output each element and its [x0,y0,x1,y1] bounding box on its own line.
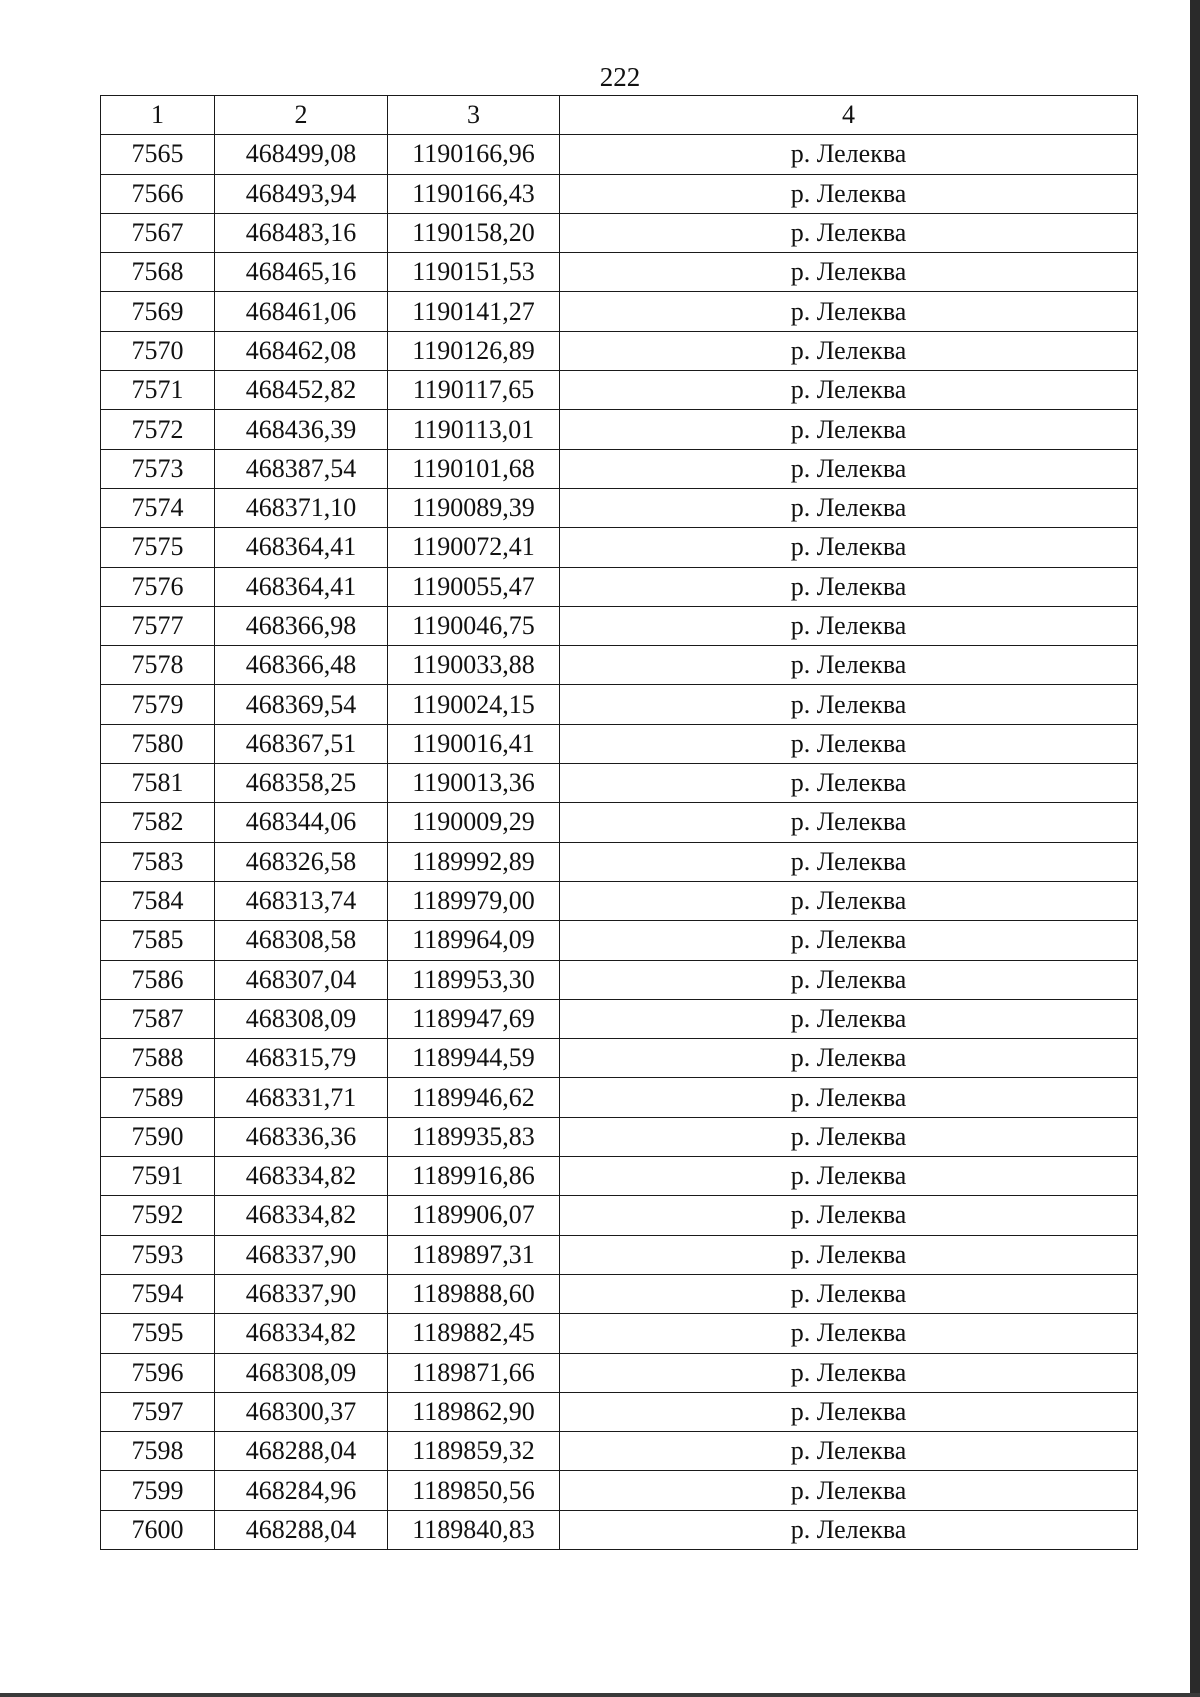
x-coordinate-cell: 468337,90 [215,1235,388,1274]
table-row [101,449,1138,488]
y-coordinate-cell: 1190009,29 [388,803,560,842]
description-cell: р. Лелеква [560,685,1138,724]
table-row [101,803,1138,842]
y-coordinate-cell: 1189882,45 [388,1314,560,1353]
point-number-cell: 7566 [101,174,215,213]
y-coordinate-cell: 1190117,65 [388,371,560,410]
description-cell: р. Лелеква [560,567,1138,606]
y-coordinate-cell: 1189964,09 [388,921,560,960]
x-coordinate-cell: 468344,06 [215,803,388,842]
table-row [101,606,1138,645]
description-cell: р. Лелеква [560,764,1138,803]
x-coordinate-cell: 468337,90 [215,1274,388,1313]
table-row [101,253,1138,292]
table-row [101,764,1138,803]
scan-right-edge [1190,0,1200,1697]
point-number-cell: 7572 [101,410,215,449]
description-cell: р. Лелеква [560,646,1138,685]
point-number-cell: 7571 [101,371,215,410]
description-cell: р. Лелеква [560,1117,1138,1156]
point-number-cell: 7597 [101,1392,215,1431]
y-coordinate-cell: 1190046,75 [388,606,560,645]
header-cell-2: 2 [215,96,388,135]
description-cell: р. Лелеква [560,1235,1138,1274]
y-coordinate-cell: 1190024,15 [388,685,560,724]
point-number-cell: 7587 [101,999,215,1038]
table-row [101,1510,1138,1549]
y-coordinate-cell: 1189871,66 [388,1353,560,1392]
x-coordinate-cell: 468462,08 [215,331,388,370]
description-cell: р. Лелеква [560,410,1138,449]
description-cell: р. Лелеква [560,921,1138,960]
x-coordinate-cell: 468452,82 [215,371,388,410]
table-row [101,685,1138,724]
x-coordinate-cell: 468461,06 [215,292,388,331]
y-coordinate-cell: 1189906,07 [388,1196,560,1235]
point-number-cell: 7568 [101,253,215,292]
table-row [101,1392,1138,1431]
table-row [101,646,1138,685]
point-number-cell: 7592 [101,1196,215,1235]
description-cell: р. Лелеква [560,1353,1138,1392]
table-row [101,1314,1138,1353]
point-number-cell: 7583 [101,842,215,881]
x-coordinate-cell: 468499,08 [215,135,388,174]
y-coordinate-cell: 1189935,83 [388,1117,560,1156]
page-number: 222 [599,62,641,92]
point-number-cell: 7585 [101,921,215,960]
y-coordinate-cell: 1189947,69 [388,999,560,1038]
description-cell: р. Лелеква [560,960,1138,999]
coordinates-table-container [100,95,1137,1550]
point-number-cell: 7593 [101,1235,215,1274]
point-number-cell: 7581 [101,764,215,803]
point-number-cell: 7586 [101,960,215,999]
y-coordinate-cell: 1190016,41 [388,724,560,763]
table-row [101,488,1138,527]
description-cell: р. Лелеква [560,1510,1138,1549]
description-cell: р. Лелеква [560,842,1138,881]
x-coordinate-cell: 468336,36 [215,1117,388,1156]
x-coordinate-cell: 468308,09 [215,999,388,1038]
y-coordinate-cell: 1190151,53 [388,253,560,292]
x-coordinate-cell: 468364,41 [215,567,388,606]
point-number-cell: 7582 [101,803,215,842]
point-number-cell: 7580 [101,724,215,763]
x-coordinate-cell: 468436,39 [215,410,388,449]
point-number-cell: 7576 [101,567,215,606]
header-cell-4: 4 [560,96,1138,135]
description-cell: р. Лелеква [560,1392,1138,1431]
description-cell: р. Лелеква [560,371,1138,410]
description-cell: р. Лелеква [560,331,1138,370]
y-coordinate-cell: 1190033,88 [388,646,560,685]
y-coordinate-cell: 1190158,20 [388,213,560,252]
y-coordinate-cell: 1189888,60 [388,1274,560,1313]
y-coordinate-cell: 1189946,62 [388,1078,560,1117]
x-coordinate-cell: 468308,58 [215,921,388,960]
y-coordinate-cell: 1189979,00 [388,881,560,920]
description-cell: р. Лелеква [560,213,1138,252]
x-coordinate-cell: 468288,04 [215,1432,388,1471]
y-coordinate-cell: 1189897,31 [388,1235,560,1274]
point-number-cell: 7591 [101,1157,215,1196]
table-row [101,1235,1138,1274]
header-row [101,96,1138,135]
table-row [101,1471,1138,1510]
description-cell: р. Лелеква [560,1196,1138,1235]
point-number-cell: 7574 [101,488,215,527]
y-coordinate-cell: 1190013,36 [388,764,560,803]
x-coordinate-cell: 468493,94 [215,174,388,213]
point-number-cell: 7569 [101,292,215,331]
x-coordinate-cell: 468367,51 [215,724,388,763]
table-row [101,724,1138,763]
table-row [101,174,1138,213]
table-row [101,135,1138,174]
table-row [101,1157,1138,1196]
x-coordinate-cell: 468364,41 [215,528,388,567]
x-coordinate-cell: 468284,96 [215,1471,388,1510]
x-coordinate-cell: 468366,98 [215,606,388,645]
x-coordinate-cell: 468307,04 [215,960,388,999]
description-cell: р. Лелеква [560,606,1138,645]
table-row [101,960,1138,999]
y-coordinate-cell: 1190089,39 [388,488,560,527]
x-coordinate-cell: 468483,16 [215,213,388,252]
point-number-cell: 7594 [101,1274,215,1313]
x-coordinate-cell: 468315,79 [215,1039,388,1078]
description-cell: р. Лелеква [560,1432,1138,1471]
description-cell: р. Лелеква [560,135,1138,174]
point-number-cell: 7589 [101,1078,215,1117]
x-coordinate-cell: 468465,16 [215,253,388,292]
table-row [101,921,1138,960]
x-coordinate-cell: 468358,25 [215,764,388,803]
point-number-cell: 7570 [101,331,215,370]
x-coordinate-cell: 468387,54 [215,449,388,488]
point-number-cell: 7598 [101,1432,215,1471]
header-cell-1: 1 [101,96,215,135]
point-number-cell: 7588 [101,1039,215,1078]
table-row [101,881,1138,920]
x-coordinate-cell: 468331,71 [215,1078,388,1117]
point-number-cell: 7595 [101,1314,215,1353]
table-row [101,1196,1138,1235]
y-coordinate-cell: 1190055,47 [388,567,560,606]
description-cell: р. Лелеква [560,1157,1138,1196]
point-number-cell: 7599 [101,1471,215,1510]
y-coordinate-cell: 1189859,32 [388,1432,560,1471]
y-coordinate-cell: 1189944,59 [388,1039,560,1078]
point-number-cell: 7590 [101,1117,215,1156]
description-cell: р. Лелеква [560,488,1138,527]
point-number-cell: 7577 [101,606,215,645]
table-row [101,213,1138,252]
description-cell: р. Лелеква [560,1471,1138,1510]
y-coordinate-cell: 1189992,89 [388,842,560,881]
description-cell: р. Лелеква [560,292,1138,331]
point-number-cell: 7584 [101,881,215,920]
y-coordinate-cell: 1189862,90 [388,1392,560,1431]
table-row [101,528,1138,567]
y-coordinate-cell: 1190166,96 [388,135,560,174]
y-coordinate-cell: 1190141,27 [388,292,560,331]
x-coordinate-cell: 468371,10 [215,488,388,527]
table-row [101,1432,1138,1471]
table-row [101,410,1138,449]
y-coordinate-cell: 1189850,56 [388,1471,560,1510]
point-number-cell: 7600 [101,1510,215,1549]
x-coordinate-cell: 468308,09 [215,1353,388,1392]
point-number-cell: 7567 [101,213,215,252]
table-row [101,1117,1138,1156]
x-coordinate-cell: 468326,58 [215,842,388,881]
x-coordinate-cell: 468366,48 [215,646,388,685]
y-coordinate-cell: 1190072,41 [388,528,560,567]
y-coordinate-cell: 1190166,43 [388,174,560,213]
point-number-cell: 7573 [101,449,215,488]
y-coordinate-cell: 1189953,30 [388,960,560,999]
description-cell: р. Лелеква [560,1039,1138,1078]
description-cell: р. Лелеква [560,1314,1138,1353]
description-cell: р. Лелеква [560,724,1138,763]
table-row [101,999,1138,1038]
table-header [101,96,1138,135]
scan-bottom-edge [0,1693,1200,1697]
x-coordinate-cell: 468334,82 [215,1314,388,1353]
x-coordinate-cell: 468313,74 [215,881,388,920]
header-cell-3: 3 [388,96,560,135]
description-cell: р. Лелеква [560,999,1138,1038]
table-row [101,1274,1138,1313]
y-coordinate-cell: 1190101,68 [388,449,560,488]
x-coordinate-cell: 468300,37 [215,1392,388,1431]
coordinates-table [100,95,1138,1550]
description-cell: р. Лелеква [560,174,1138,213]
x-coordinate-cell: 468334,82 [215,1157,388,1196]
point-number-cell: 7579 [101,685,215,724]
x-coordinate-cell: 468288,04 [215,1510,388,1549]
point-number-cell: 7575 [101,528,215,567]
y-coordinate-cell: 1190126,89 [388,331,560,370]
x-coordinate-cell: 468369,54 [215,685,388,724]
y-coordinate-cell: 1189840,83 [388,1510,560,1549]
description-cell: р. Лелеква [560,253,1138,292]
y-coordinate-cell: 1190113,01 [388,410,560,449]
table-row [101,1078,1138,1117]
point-number-cell: 7578 [101,646,215,685]
description-cell: р. Лелеква [560,449,1138,488]
description-cell: р. Лелеква [560,1078,1138,1117]
table-row [101,842,1138,881]
table-row [101,1353,1138,1392]
point-number-cell: 7565 [101,135,215,174]
point-number-cell: 7596 [101,1353,215,1392]
x-coordinate-cell: 468334,82 [215,1196,388,1235]
description-cell: р. Лелеква [560,528,1138,567]
description-cell: р. Лелеква [560,1274,1138,1313]
table-row [101,371,1138,410]
table-body [101,135,1138,1550]
y-coordinate-cell: 1189916,86 [388,1157,560,1196]
table-row [101,567,1138,606]
description-cell: р. Лелеква [560,803,1138,842]
table-row [101,331,1138,370]
table-row [101,1039,1138,1078]
description-cell: р. Лелеква [560,881,1138,920]
table-row [101,292,1138,331]
